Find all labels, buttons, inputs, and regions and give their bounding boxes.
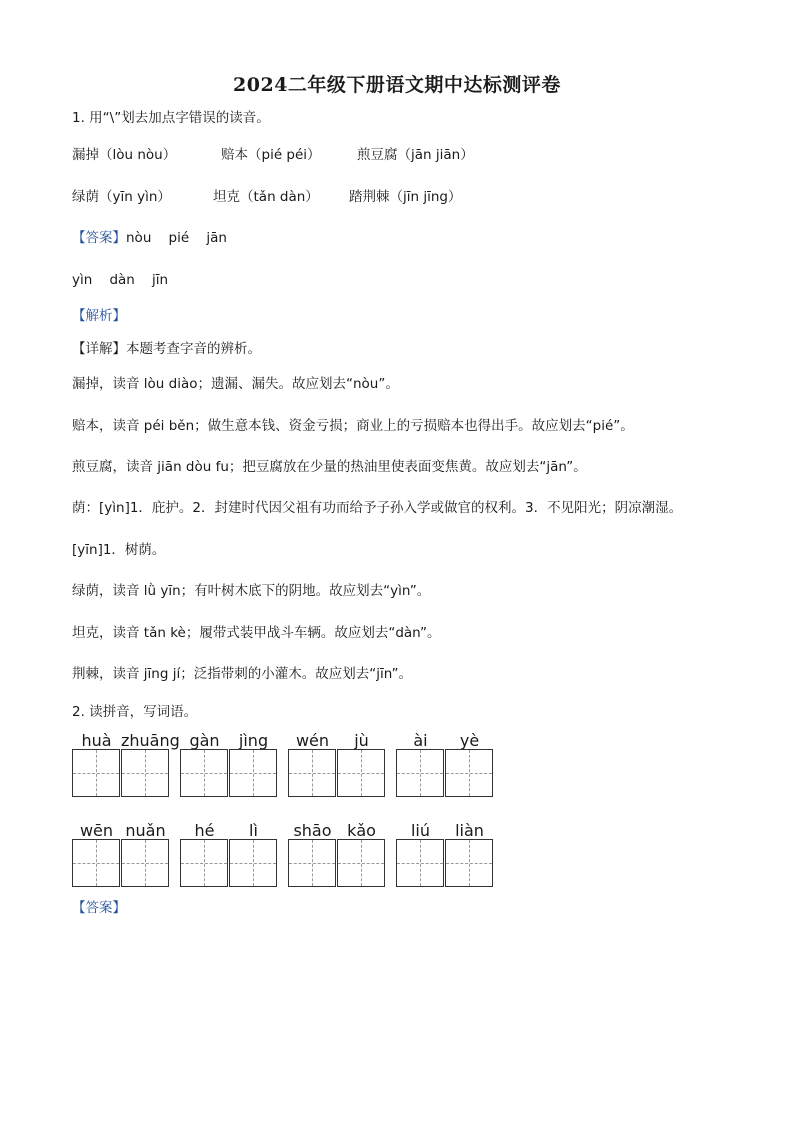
writing-box[interactable] (72, 839, 120, 887)
writing-box[interactable] (445, 839, 493, 887)
explanation-3: 煎豆腐，读音 jiān dòu fu；把豆腐放在少量的热油里使表面变焦黄。故应划去“jān”。 (72, 459, 587, 475)
pinyin-label: gàn (189, 731, 220, 750)
pinyin-label: zhuāng (121, 731, 180, 750)
pinyin-label: liàn (455, 821, 484, 840)
q1-item-3: 煎豆腐（jān jiān） (357, 147, 474, 163)
answer-line-1: nòu pié jān (126, 230, 227, 246)
detail-row (72, 339, 261, 359)
writing-box[interactable] (229, 749, 277, 797)
detail-label: 【详解】 (72, 341, 126, 357)
pinyin-label: jìng (238, 731, 269, 750)
pinyin-label: wén (295, 731, 330, 750)
writing-box[interactable] (337, 749, 385, 797)
q2-answer-label: 【答案】 (72, 900, 126, 916)
pinyin-label: huà (81, 731, 112, 750)
question-2-stem: 2. 读拼音，写词语。 (72, 704, 198, 720)
explanation-2: 赔本，读音 péi běn；做生意本钱、资金亏损；商业上的亏损赔本也得出手。故应划去“pié”。 (72, 418, 634, 434)
pinyin-label: ài (413, 731, 428, 750)
q1-item-1: 漏掉（lòu nòu） (72, 147, 177, 163)
detail-intro: 本题考查字音的辨析。 (126, 341, 261, 357)
explanation-5: [yīn]1．树荫。 (72, 542, 166, 558)
q1-item-4: 绿荫（yīn yìn） (72, 189, 171, 205)
answer-line-2: yìn dàn jīn (72, 272, 169, 288)
pinyin-label: lì (249, 821, 258, 840)
explanation-6: 绿荫，读音 lǜ yīn；有叶树木底下的阴地。故应划去“yìn”。 (72, 583, 431, 599)
writing-box[interactable] (180, 749, 228, 797)
page-title: 2024二年级下册语文期中达标测评卷 (233, 74, 561, 96)
analysis-label: 【解析】 (72, 308, 126, 324)
writing-box[interactable] (72, 749, 120, 797)
pinyin-label: yè (459, 731, 480, 750)
pinyin-label: wēn (79, 821, 114, 840)
question-1-stem: 1. 用“\”划去加点字错误的读音。 (72, 110, 270, 126)
pinyin-label: jù (354, 731, 369, 750)
q1-item-6: 踏荆棘（jīn jīng） (349, 189, 462, 205)
pinyin-label: liú (410, 821, 431, 840)
explanation-8: 荆棘，读音 jīng jí；泛指带刺的小灌木。故应划去“jīn”。 (72, 666, 413, 682)
explanation-7: 坦克，读音 tǎn kè；履带式装甲战斗车辆。故应划去“dàn”。 (72, 625, 441, 641)
writing-box[interactable] (445, 749, 493, 797)
pinyin-label: hé (194, 821, 215, 840)
writing-box[interactable] (121, 749, 169, 797)
q1-answer (72, 228, 227, 248)
pinyin-label: shāo (293, 821, 332, 840)
pinyin-label: nuǎn (125, 821, 166, 840)
writing-box[interactable] (337, 839, 385, 887)
writing-box[interactable] (121, 839, 169, 887)
explanation-4: 荫：[yìn]1．庇护。2．封建时代因父祖有功而给予子孙入学或做官的权利。3．不见阳光；阴凉潮湿。 (72, 500, 683, 516)
q1-item-5: 坦克（tǎn dàn） (213, 189, 319, 205)
q1-item-2: 赔本（pié péi） (221, 147, 321, 163)
writing-box[interactable] (180, 839, 228, 887)
writing-box[interactable] (229, 839, 277, 887)
answer-label: 【答案】 (72, 230, 126, 246)
writing-box[interactable] (396, 839, 444, 887)
writing-box[interactable] (288, 749, 336, 797)
pinyin-label: kǎo (347, 821, 376, 840)
explanation-1: 漏掉，读音 lòu diào；遗漏、漏失。故应划去“nòu”。 (72, 376, 399, 392)
writing-box[interactable] (288, 839, 336, 887)
writing-box[interactable] (396, 749, 444, 797)
